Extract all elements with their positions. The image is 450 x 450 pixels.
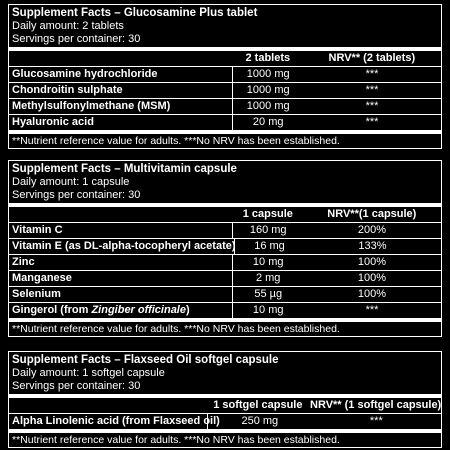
- supplement-panel-glucosamine: [8, 4, 442, 149]
- nutrient-amount: 20 mg: [232, 115, 303, 130]
- nutrient-name-prefix: Gingerol (from: [12, 303, 92, 316]
- nutrient-amount: 55 µg: [232, 287, 303, 302]
- footnote: **Nutrient reference value for adults. ***No NRV has been established.: [12, 322, 340, 335]
- nutrient-row: [9, 99, 441, 114]
- nutrient-name: Methylsulfonylmethane (MSM): [12, 99, 171, 112]
- nutrient-row: [9, 414, 441, 429]
- nutrient-amount: 250 mg: [207, 414, 312, 429]
- panel-title: Supplement Facts – Multivitamin capsule: [12, 163, 237, 175]
- nutrient-nrv: ***: [365, 115, 379, 128]
- nutrient-name: Vitamin C: [12, 223, 63, 236]
- nutrient-name: Selenium: [12, 287, 61, 300]
- nutrient-nrv: ***: [365, 83, 379, 96]
- nutrient-nrv: ***: [365, 303, 379, 316]
- column-nrv: NRV** (1 softgel capsule): [310, 398, 442, 411]
- servings-per-container: Servings per container: 30: [12, 379, 141, 392]
- nutrient-name: Hyaluronic acid: [12, 115, 94, 128]
- panel-header: [9, 5, 441, 47]
- servings-per-container: Servings per container: 30: [12, 188, 141, 201]
- nutrient-nrv: 200%: [357, 223, 387, 236]
- nutrient-name: Chondroitin sulphate: [12, 83, 123, 96]
- panel-title: Supplement Facts – Glucosamine Plus tablet: [12, 7, 258, 19]
- nutrient-amount: 160 mg: [232, 223, 303, 238]
- column-header-row: [9, 51, 441, 66]
- panel-header: [9, 161, 441, 203]
- nutrient-amount: 16 mg: [234, 239, 304, 254]
- nutrient-amount: 10 mg: [232, 303, 303, 318]
- nutrient-nrv: ***: [365, 99, 379, 112]
- nutrient-name: Zinc: [12, 255, 35, 268]
- nutrient-name: Alpha Linolenic acid (from Flaxseed oil): [12, 414, 220, 427]
- servings-per-container: Servings per container: 30: [12, 32, 141, 45]
- nutrient-name: [9, 304, 232, 317]
- panel-title: Supplement Facts – Flaxseed Oil softgel capsule: [12, 354, 279, 366]
- nutrient-name-italic: Zingiber officinale: [91, 303, 186, 316]
- panel-header: [9, 352, 441, 394]
- column-header-row: [9, 207, 441, 222]
- nutrient-row: [9, 223, 441, 238]
- nutrient-nrv: ***: [365, 67, 379, 80]
- nutrient-row: [9, 239, 441, 254]
- nutrient-row: [9, 115, 441, 130]
- nutrient-row: [9, 271, 441, 286]
- column-header-row: [9, 398, 441, 413]
- nutrient-amount: 1000 mg: [232, 99, 303, 114]
- nutrient-amount: 1000 mg: [232, 83, 303, 98]
- daily-amount: Daily amount: 1 capsule: [12, 176, 130, 189]
- nutrient-amount: 2 mg: [232, 271, 303, 286]
- nutrient-nrv: 100%: [357, 287, 387, 300]
- nutrient-name: Glucosamine hydrochloride: [12, 67, 158, 80]
- nutrient-amount: 10 mg: [232, 255, 303, 270]
- column-amount: 2 tablets: [245, 51, 291, 64]
- nutrient-name-suffix: ): [185, 303, 190, 316]
- daily-amount: Daily amount: 2 tablets: [12, 20, 124, 33]
- nutrient-row: [9, 83, 441, 98]
- nutrient-nrv: ***: [369, 414, 383, 427]
- nutrient-row: [9, 67, 441, 82]
- footnote: **Nutrient reference value for adults. ***No NRV has been established.: [12, 134, 340, 147]
- nutrient-amount: 1000 mg: [232, 67, 303, 82]
- column-amount: 1 softgel capsule: [213, 398, 303, 411]
- nutrient-name: Vitamin E (as DL-alpha-tocopheryl acetate): [12, 239, 236, 252]
- nutrient-nrv: 100%: [357, 271, 387, 284]
- nutrient-nrv: 133%: [358, 239, 387, 252]
- nutrient-nrv: 100%: [357, 255, 387, 268]
- daily-amount: Daily amount: 1 softgel capsule: [12, 367, 165, 380]
- nutrient-name: Manganese: [12, 271, 72, 284]
- nutrient-row: [9, 287, 441, 302]
- column-nrv: NRV**(1 capsule): [327, 207, 417, 220]
- nutrient-row: [9, 255, 441, 270]
- column-amount: 1 capsule: [242, 207, 293, 220]
- supplement-panel-multivitamin: [8, 160, 442, 337]
- footnote: **Nutrient reference value for adults. ***No NRV has been established.: [12, 433, 340, 446]
- supplement-panel-flaxseed: [8, 351, 442, 448]
- nutrient-row: [9, 303, 441, 318]
- column-nrv: NRV** (2 tablets): [328, 51, 416, 64]
